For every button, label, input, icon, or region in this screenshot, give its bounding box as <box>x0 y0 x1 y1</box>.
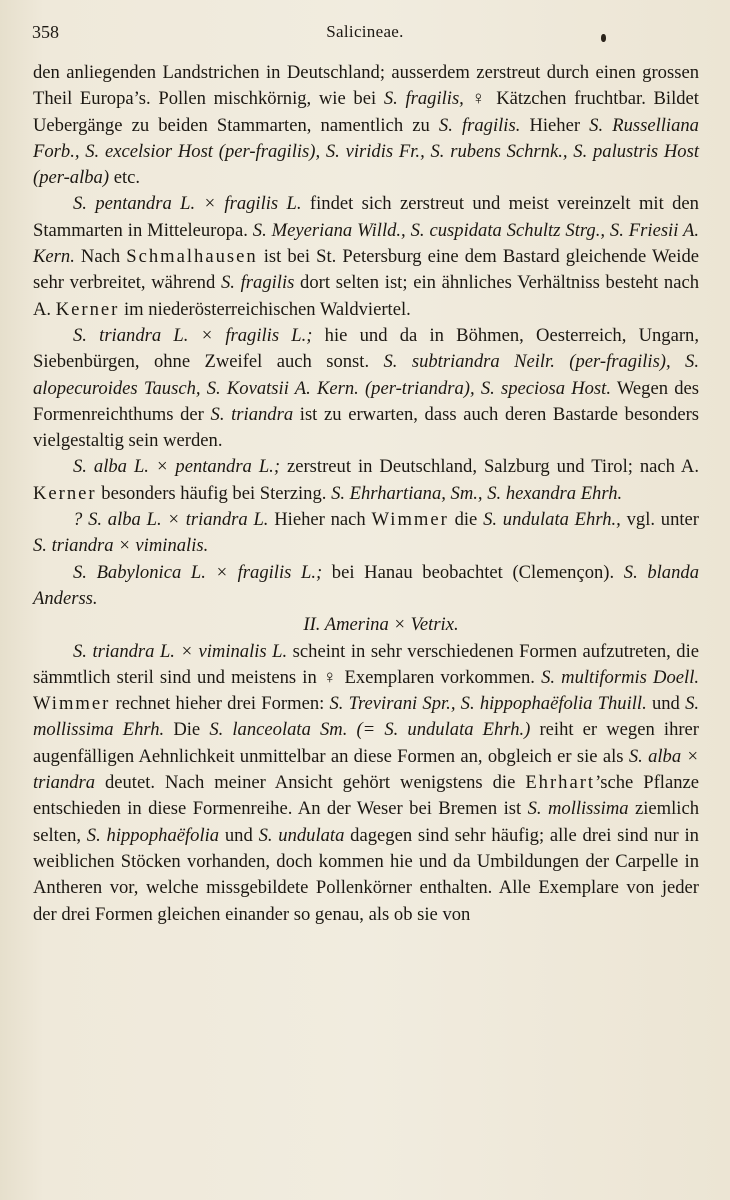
italic-taxon-text: S. fragilis <box>220 272 295 294</box>
italic-taxon-text: S. lanceolata Sm. (= S. undulata Ehrh.) <box>209 719 531 741</box>
text-run: scheint in sehr verschiedenen Formen aufzutreten, die sämmtlich steril sind und meistens in ♀ Exemplaren vorkommen. <box>33 640 699 688</box>
text-run: ’sche Pflanze entschieden in diese Formenreihe. An der Weser bei Bremen ist <box>33 772 700 820</box>
text-run: bei Hanau beobachtet (Clemençon). <box>322 561 624 583</box>
paragraph <box>33 60 699 191</box>
section-heading <box>33 612 699 638</box>
italic-taxon-text: S. Ehrhartiana, Sm., S. hexandra Ehrh. <box>331 482 623 504</box>
italic-taxon-text: S. blanda Anderss. <box>33 561 699 609</box>
paragraph <box>33 560 699 613</box>
italic-taxon-text: S. hippophaëfolia <box>86 824 220 846</box>
italic-taxon-text: S. mollissima <box>527 798 629 820</box>
italic-taxon-text: II. Amerina × Vetrix. <box>303 614 459 636</box>
italic-taxon-text: S. triandra L. × viminalis L. <box>73 640 288 662</box>
text-run: ist zu erwarten, dass auch deren Bastarde besonders vielgestaltig sein werden. <box>33 403 699 452</box>
paragraph <box>33 639 699 928</box>
text-run: vgl. unter <box>620 509 699 531</box>
italic-taxon-text: S. multiformis Doell. <box>541 666 700 688</box>
text-run: Hieher nach <box>268 509 372 531</box>
italic-taxon-text: S. mollissima Ehrh. <box>33 693 700 741</box>
text-run: hie und da in Böhmen, Oesterreich, Ungarn, Siebenbürgen, ohne Zweifel auch sonst. <box>33 324 699 373</box>
italic-taxon-text: S. subtriandra Neilr. (per-fragilis), S. alopecuroides Tausch, S. Kovatsii A. Kern. (per-triandra), S. speciosa Host. <box>33 351 699 399</box>
spaced-author-name: Ehrhart <box>525 772 596 794</box>
text-run: ist bei St. Petersburg eine dem Bastard gleichende Weide sehr verbreitet, während <box>33 246 700 294</box>
italic-taxon-text: S. Russelliana Forb., S. excelsior Host (per-fragilis), S. viridis Fr., S. rubens Schrnk., S. palustris Host (per-alba) <box>33 114 699 189</box>
ink-speck <box>601 34 606 42</box>
italic-taxon-text: S. fragilis. <box>438 114 521 136</box>
spaced-author-name: Schmalhausen <box>126 246 258 268</box>
paragraph <box>33 323 699 454</box>
paragraph <box>33 454 699 507</box>
spaced-author-name: Kerner <box>33 482 97 504</box>
text-run: Wegen des Formenreichthums der <box>33 377 700 425</box>
spaced-author-name: Kerner <box>55 298 120 320</box>
text-run: die <box>448 509 484 531</box>
paragraph <box>33 191 699 322</box>
text-run: dort selten ist; ein ähnliches Verhältniss besteht nach A. <box>33 272 699 320</box>
text-run: dagegen sind sehr häufig; alle drei sind nur in weiblichen Stöcken vorhanden, doch kommen hie und da Umbildungen der Carpelle in Antheren vor, welche missgebildete Pollenkörner enthalten. Alle Exemplare von jeder der drei Formen gleichen einander so genau, als ob sie von <box>33 824 699 925</box>
page-body-text <box>33 60 699 928</box>
italic-taxon-text: S. alba L. × pentandra L.; <box>73 456 281 478</box>
italic-taxon-text: S. Trevirani Spr., S. hippophaëfolia Thuill. <box>329 693 647 715</box>
text-run: Die <box>164 719 210 741</box>
italic-taxon-text: S. Meyeriana Willd., S. cuspidata Schultz Strg., S. Friesii A. Kern. <box>33 219 699 268</box>
text-run: ziemlich selten, <box>33 798 700 846</box>
text-run: deutet. Nach meiner Ansicht gehört wenigstens die <box>95 772 526 794</box>
italic-taxon-text: S. alba × triandra <box>33 745 699 794</box>
text-run: rechnet hieher drei Formen: <box>110 693 330 715</box>
italic-taxon-text: S. fragilis, <box>383 88 464 110</box>
text-run: etc. <box>109 167 141 189</box>
text-run: besonders häufig bei Sterzing. <box>96 482 332 504</box>
text-run: im niederösterreichischen Waldviertel. <box>119 298 411 320</box>
text-run: den anliegenden Landstrichen in Deutschland; ausserdem zerstreut durch einen grossen Theil Europa’s. Pollen mischkörnig, wie bei <box>33 62 699 110</box>
running-title: Salicineae. <box>326 22 404 41</box>
italic-taxon-text: S. undulata <box>258 824 345 846</box>
italic-taxon-text: S. triandra L. × fragilis L.; <box>73 324 313 346</box>
text-run: ♀ Kätzchen fruchtbar. Bildet Uebergänge zu beiden Stammarten, namentlich zu <box>33 88 699 136</box>
italic-taxon-text: S. Babylonica L. × fragilis L.; <box>73 561 323 583</box>
italic-taxon-text: ? S. alba L. × triandra L. <box>73 509 269 531</box>
text-run: Nach <box>74 246 127 268</box>
italic-taxon-text: S. triandra × viminalis. <box>33 535 209 557</box>
page-number: 358 <box>32 22 59 42</box>
italic-taxon-text: S. undulata Ehrh., <box>483 509 621 531</box>
text-run: und <box>646 693 686 715</box>
text-run: Hieher <box>520 114 590 136</box>
italic-taxon-text: S. triandra <box>210 403 294 425</box>
italic-taxon-text: S. pentandra L. × fragilis L. <box>73 193 302 215</box>
text-run: zerstreut in Deutschland, Salzburg und Tirol; nach A. <box>280 456 699 478</box>
text-run: reiht er wegen ihrer augenfälligen Aehnlichkeit unmittelbar an diese Formen an, obgleich er sie als <box>33 719 699 767</box>
text-run: findet sich zerstreut und meist vereinzelt mit den Stammarten in Mitteleuropa. <box>33 193 699 241</box>
page-header <box>30 22 700 44</box>
text-run: und <box>219 824 259 846</box>
paragraph <box>33 507 699 560</box>
spaced-author-name: Wimmer <box>33 693 111 715</box>
spaced-author-name: Wimmer <box>371 509 449 531</box>
